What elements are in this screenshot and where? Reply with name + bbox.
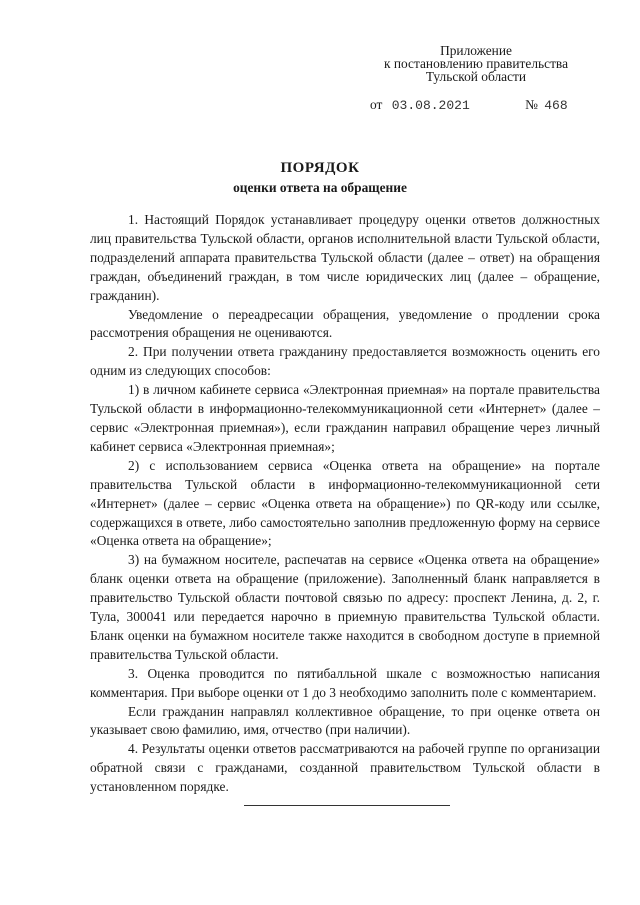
number-value: 468 xyxy=(544,98,568,113)
closing-rule xyxy=(244,805,450,806)
appendix-line: Приложение xyxy=(440,43,512,58)
paragraph: 2) с использованием сервиса «Оценка ответа на обращение» на портале правительства Тульской области в информационно-телекоммуникационной сети «Интернет» (далее – сервис «Оценка ответа на обращение») по QR-коду или ссылке, содержащихся в ответе, либо самостоятельно заполнив предложенную форму на сервисе «Оценка ответа на обращение»; xyxy=(90,457,600,549)
paragraph: Если гражданин направлял коллективное обращение, то при оценке ответа он указывает свою фамилию, имя, отчество (при наличии). xyxy=(90,703,600,738)
appendix-header xyxy=(360,44,592,83)
document-title: ПОРЯДОК xyxy=(280,160,360,176)
document-body xyxy=(90,211,600,797)
document-subtitle: оценки ответа на обращение xyxy=(233,180,407,195)
paragraph: 4. Результаты оценки ответов рассматриваются на рабочей группе по организации обратной связи с гражданами, созданной правительством Тульской области в установленном порядке. xyxy=(90,741,600,795)
appendix-line: Тульской области xyxy=(425,69,527,84)
date-value: 03.08.2021 xyxy=(391,98,470,113)
paragraph: 3) на бумажном носителе, распечатав на сервисе «Оценка ответа на обращение» бланк оценки ответа на обращение (приложение). Заполненный бланк направляется в правительство Тульской области почтовой связью по адресу: проспект Ленина, д. 2, г. Тула, 300041 или передается нарочно в приемную правительства Тульской области. Бланк оценки на бумажном носителе также находится в свободном доступе в приемной правительства Тульской области. xyxy=(90,552,600,662)
paragraph: 2. При получении ответа гражданину предоставляется возможность оценить его одним из следующих способов: xyxy=(90,344,600,379)
date-number-line xyxy=(370,97,610,113)
paragraph: Уведомление о переадресации обращения, уведомление о продлении срока рассмотрения обращения не оцениваются. xyxy=(90,306,600,341)
appendix-line: к постановлению правительства xyxy=(383,56,569,71)
paragraph: 1) в личном кабинете сервиса «Электронная приемная» на портале правительства Тульской области в информационно-телекоммуникационной сети «Интернет» (далее – сервис «Электронная приемная»), если гражданин направил обращение через личный кабинет сервиса «Электронная приемная»; xyxy=(90,382,600,454)
number-prefix: № xyxy=(525,97,538,112)
paragraph: 3. Оценка проводится по пятибалльной шкале с возможностью написания комментария. При выборе оценки от 1 до 3 необходимо заполнить поле с комментарием. xyxy=(90,665,600,700)
date-prefix: от xyxy=(370,97,383,112)
paragraph: 1. Настоящий Порядок устанавливает процедуру оценки ответов должностных лиц правительства Тульской области, органов исполнительной власти Тульской области, подразделений аппарата правительства Тульской области (далее – ответ) на обращения граждан, объединений граждан, в том числе юридических лиц (далее – обращение, гражданин). xyxy=(90,212,600,303)
